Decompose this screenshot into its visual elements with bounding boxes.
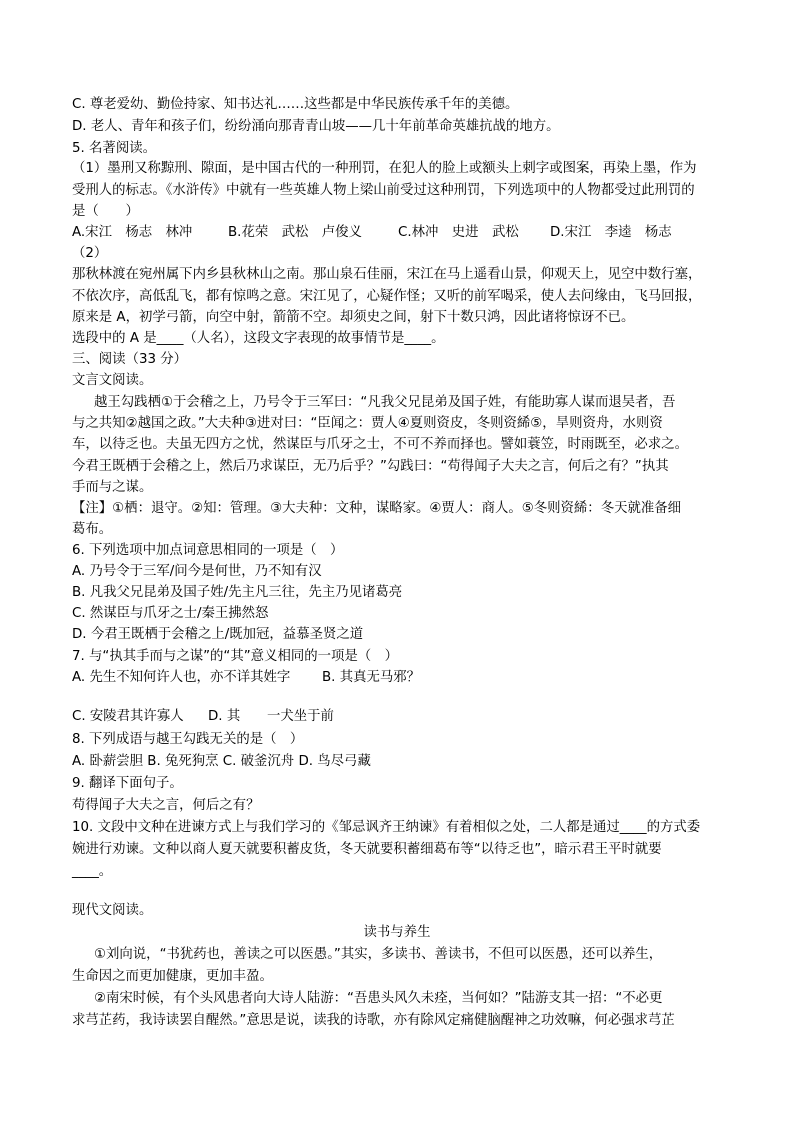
article-paragraph: 求芎芷药，我诗读罢自醒然。”意思是说，读我的诗歌，亦有除风定痛健脑醒神之功效嘛，何必强求芎芷 (72, 1013, 675, 1028)
modern-reading-heading: 现代文阅读。 (72, 903, 153, 918)
option-c-line: C. 尊老爱幼、勤俭持家、知书达礼……这些都是中华民族传承千年的美德。 (72, 97, 519, 112)
option-a: A.宋江 杨志 林冲 (72, 225, 193, 240)
question-5-2-prompt: 选段中的 A 是____（人名），这段文字表现的故事情节是____。 (72, 331, 445, 346)
option-b: B. 其真无马邪？ (322, 670, 421, 685)
article-paragraph: ②南宋时候，有个头风患者向大诗人陆游：“吾患头风久未痊，当何如？”陆游支其一招：“不必更 (94, 991, 663, 1006)
classical-passage: 车，以待乏也。夫虽无四方之忧，然谋臣与爪牙之士，不可不养而择也。譬如蓑笠，时雨既至，必求之。 (72, 437, 688, 452)
question-5-1-text: （1）墨刑又称黥刑、隙面，是中国古代的一种刑罚，在犯人的脸上或额头上刺字或图案，再染上墨，作为 (72, 161, 697, 176)
question-6-option-d: D. 今君王既栖于会稽之上/既加冠，益慕圣贤之道 (72, 627, 364, 642)
question-5-heading: 5. 名著阅读。 (72, 141, 156, 156)
classical-passage: 手而与之谋。 (72, 480, 153, 495)
option-d: D.宋江 李逵 杨志 (550, 225, 672, 240)
question-9-sentence: 苟得闻子大夫之言，何后之有？ (72, 798, 260, 813)
section-3-heading: 三、阅读（33 分） (72, 352, 188, 367)
question-6-option-a: A. 乃号令于三军/问今是何世，乃不知有汉 (72, 564, 322, 579)
question-5-1-text: 受刑人的标志。《水浒传》中就有一些英雄人物上梁山前受过这种刑罚，下列选项中的人物都受过此刑罚的 (72, 183, 695, 198)
question-7-options-ab (72, 667, 732, 688)
option-b: B.花荣 武松 卢俊义 (228, 225, 362, 240)
question-9-stem: 9. 翻译下面句子。 (72, 776, 183, 791)
passage-text: 不依次序，高低乱飞，都有惊鸣之意。宋江见了，心疑作怪；又听的前军喝采，使人去问缘由，飞马回报， (72, 289, 702, 304)
classical-reading-heading: 文言文阅读。 (72, 373, 153, 388)
question-5-1-text: 是（ ） (72, 204, 139, 219)
question-7-stem: 7. 与“执其手而与之谋”的“其”意义相同的一项是（ ） (72, 649, 398, 664)
question-10-stem: ____。 (72, 864, 113, 879)
question-6-stem: 6. 下列选项中加点词意思相同的一项是（ ） (72, 543, 344, 558)
option-c: C.林冲 史进 武松 (398, 225, 519, 240)
passage-text: 原来是 A，初学弓箭，向空中射，箭箭不空。却须史之间，射下十数只鸿，因此诸将惊讶不已。 (72, 310, 635, 325)
article-paragraph: ①刘向说，“书犹药也，善读之可以医愚。”其实，多读书、善读书，不但可以医愚，还可以养生， (94, 947, 663, 962)
classical-passage: 越王勾践栖①于会稽之上，乃号令于三军曰：“凡我父兄昆弟及国子姓，有能助寡人谋而退吴者，吾 (94, 395, 676, 410)
annotation-note: 葛布。 (72, 522, 113, 537)
question-10-stem: 10. 文段中文种在进谏方式上与我们学习的《邹忌讽齐王纳谏》有着相似之处，二人都是通过____的方式委 (72, 820, 701, 835)
option-d: D. 其 一犬坐于前 (208, 709, 334, 724)
option-c: C. 安陵君其许寡人 (72, 709, 184, 724)
classical-passage: 与之共知②越国之政。”大夫种③进对曰：“臣闻之：贾人④夏则资皮，冬则资絺⑤，旱则资舟，水则资 (72, 416, 663, 431)
question-8-options: A. 卧薪尝胆 B. 兔死狗烹 C. 破釜沉舟 D. 鸟尽弓藏 (72, 754, 371, 769)
article-title: 读书与养生 (363, 925, 431, 940)
question-5-2-heading: （2） (72, 246, 108, 261)
option-a: A. 先生不知何许人也，亦不详其姓字 (72, 670, 291, 685)
classical-passage: 今君王既栖于会稽之上，然后乃求谋臣，无乃后乎？”勾践曰：“苟得闻子大夫之言，何后之有？”执其 (72, 459, 669, 474)
question-6-option-c: C. 然谋臣与爪牙之士/秦王拂然怒 (72, 606, 269, 621)
question-8-stem: 8. 下列成语与越王勾践无关的是（ ） (72, 732, 304, 747)
question-6-option-b: B. 凡我父兄昆弟及国子姓/先主凡三往，先主乃见诸葛亮 (72, 585, 403, 600)
question-5-options (72, 222, 732, 243)
annotation-note: 【注】①栖：退守。②知：管理。③大夫种：文种，谋略家。④贾人：商人。⑤冬则资絺：冬天就准备细 (72, 501, 682, 516)
option-d-line: D. 老人、青年和孩子们，纷纷涌向那青青山坡——几十年前革命英雄抗战的地方。 (72, 119, 560, 134)
question-7-options-cd (72, 706, 732, 727)
question-10-stem: 婉进行劝谏。文种以商人夏天就要积蓄皮货，冬天就要积蓄细葛布等“以待乏也”，暗示君王平时就要 (72, 842, 662, 857)
passage-text: 那秋林渡在宛州属下内乡县秋林山之南。那山泉石佳丽，宋江在马上遥看山景，仰观天上，见空中数行塞， (72, 267, 702, 282)
article-paragraph: 生命因之而更加健康，更加丰盈。 (72, 969, 273, 984)
